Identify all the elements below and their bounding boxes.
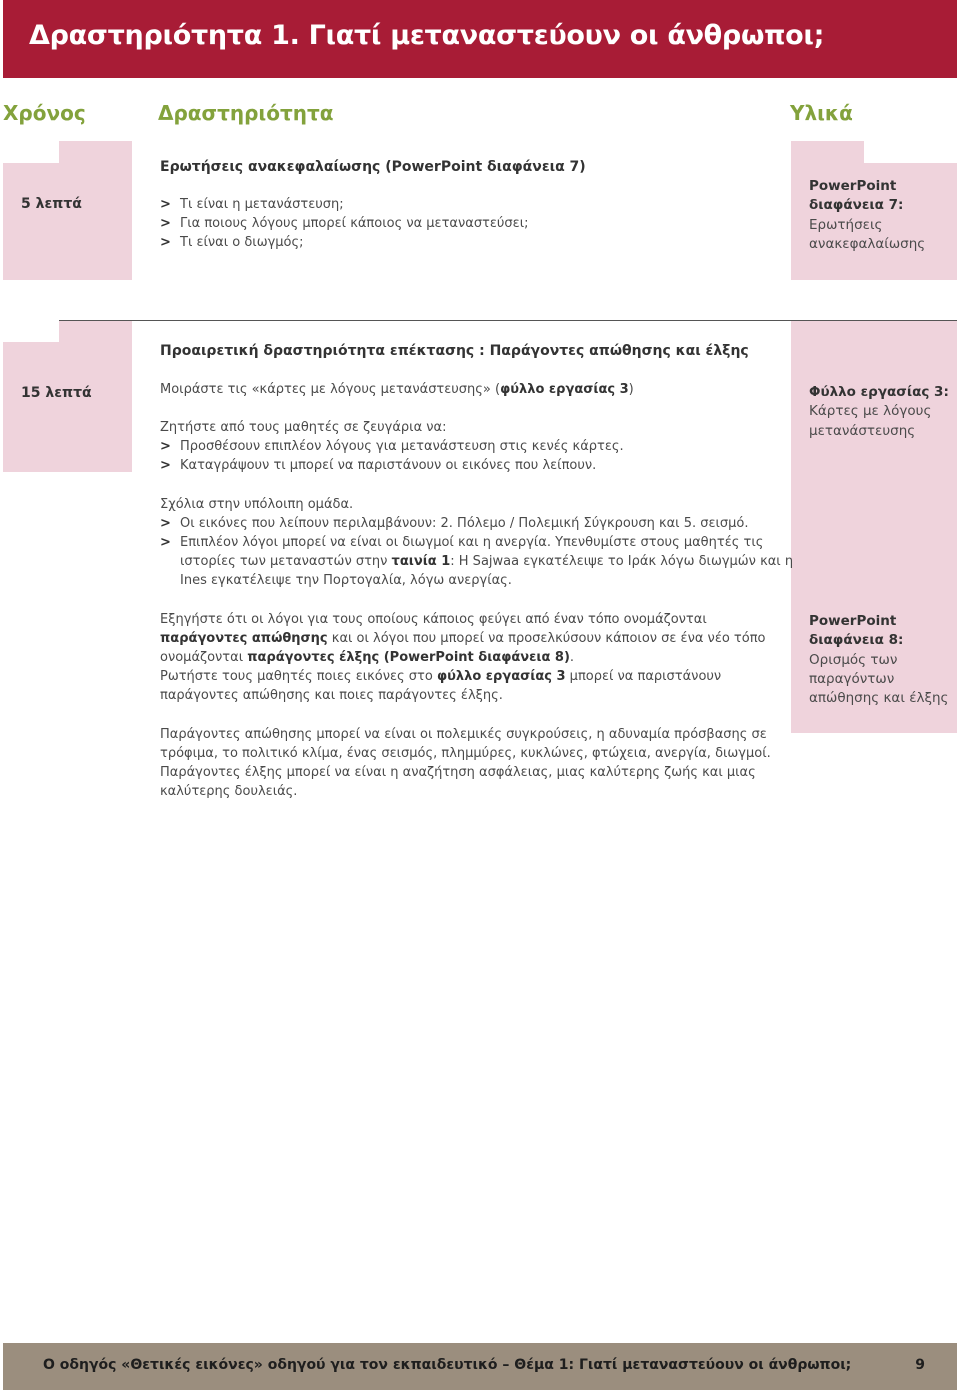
section1-heading: Ερωτήσεις ανακεφαλαίωσης (PowerPoint διαφάνεια 7) (160, 159, 586, 175)
material-text: απώθησης και έλξης (809, 690, 949, 707)
factors-line: καλύτερης δουλειάς. (160, 784, 298, 799)
material-title: διαφάνεια 7: (809, 197, 904, 214)
text-run: ) (628, 382, 634, 397)
section2-heading: Προαιρετική δραστηριότητα επέκτασης : Παράγοντες απώθησης και έλξης (160, 343, 749, 359)
page-title: Δραστηριότητα 1. Γιατί μεταναστεύουν οι άνθρωποι; (29, 20, 825, 51)
material-title: PowerPoint (809, 178, 897, 194)
bullet-marker: > (160, 535, 171, 550)
factors-line: τρόφιμα, το πολιτικό κλίμα, ένας σεισμός, πλημμύρες, κυκλώνες, φτώχεια, ανεργία, διωγμοί. (160, 746, 771, 761)
material-title: Φύλλο εργασίας 3: (809, 384, 949, 400)
list-item-text: Καταγράψουν τι μπορεί να παριστάνουν οι εικόνες που λείπουν. (180, 458, 597, 473)
pairs-intro: Ζητήστε από τους μαθητές σε ζευγάρια να: (160, 420, 447, 435)
material-panel-1-notch (864, 141, 957, 163)
column-header-time: Χρόνος (3, 101, 86, 125)
list-item-text: Τι είναι η μετανάστευση; (180, 197, 344, 212)
bullet-marker: > (160, 235, 171, 250)
material-title: PowerPoint (809, 613, 897, 629)
bullet-marker: > (160, 439, 171, 454)
column-header-activity: Δραστηριότητα (158, 101, 334, 125)
material-text: ανακεφαλαίωσης (809, 235, 926, 252)
page-footer (3, 1343, 957, 1390)
factors-line: Παράγοντες έλξης μπορεί να είναι η αναζήτηση ασφάλειας, μιας καλύτερης ζωής και μιας (160, 765, 756, 780)
bullet-marker: > (160, 197, 171, 212)
text-run: και οι λόγοι που μπορεί να προσελκύσουν κάποιον σε ένα νέο τόπο (327, 631, 766, 646)
section2-intro (160, 380, 634, 399)
list-item-text (180, 552, 793, 571)
list-item-text: Τι είναι ο διωγμός; (180, 235, 304, 250)
list-item-text: Ines εγκατέλειψε την Πορτογαλία, λόγω ανεργίας. (180, 573, 512, 588)
material-text: Ορισμός των (809, 651, 898, 668)
title-bar (3, 0, 957, 78)
explain-line (160, 648, 574, 667)
material-text: Ερωτήσεις (809, 216, 883, 233)
comments-intro: Σχόλια στην υπόλοιπη ομάδα. (160, 497, 354, 512)
section2-material-worksheet (809, 383, 949, 441)
column-header-materials: Υλικά (790, 101, 853, 125)
bold-run: ταινία 1 (391, 554, 451, 569)
list-item-text: Επιπλέον λόγοι μπορεί να είναι οι διωγμοί και η ανεργία. Υπενθυμίστε στους μαθητές τις (180, 535, 764, 550)
explain-line (160, 629, 766, 648)
section2-time: 15 λεπτά (21, 385, 92, 401)
bold-run: φύλλο εργασίας 3 (436, 669, 566, 684)
section2-material-powerpoint (809, 612, 949, 708)
material-text: Κάρτες με λόγους (809, 403, 932, 420)
time-panel-1-notch (3, 141, 59, 163)
list-item-text: Για ποιους λόγους μπορεί κάποιος να μεταναστεύσει; (180, 216, 529, 231)
text-run: Μοιράστε τις «κάρτες με λόγους μετανάστευσης» ( (160, 382, 501, 397)
bullet-marker: > (160, 216, 171, 231)
text-run: . (569, 650, 575, 665)
explain-line: παράγοντες απώθησης και ποιες παράγοντες έλξης. (160, 688, 503, 703)
explain-line: Εξηγήστε ότι οι λόγοι για τους οποίους κάποιος φεύγει από έναν τόπο ονομάζονται (160, 612, 707, 627)
factors-line: Παράγοντες απώθησης μπορεί να είναι οι πολεμικές συγκρούσεις, η αδυναμία πρόσβασης σε (160, 727, 767, 742)
list-item-text: Προσθέσουν επιπλέον λόγους για μετανάστευση στις κενές κάρτες. (180, 439, 624, 454)
bullet-marker: > (160, 516, 171, 531)
text-run: : Η Sajwaa εγκατέλειψε το Ιράκ λόγω διωγμών και η (450, 554, 794, 569)
section1-material (809, 177, 949, 254)
text-run: ιστορίες των μεταναστών στην (180, 554, 392, 569)
section-divider-overlay (59, 320, 957, 321)
footer-text: Ο οδηγός «Θετικές εικόνες» οδηγού για τον εκπαιδευτικό – Θέμα 1: Γιατί μεταναστεύουν οι άνθρωποι; (43, 1357, 852, 1373)
bold-run: φύλλο εργασίας 3 (500, 382, 629, 397)
explain-line (160, 667, 721, 686)
page-number: 9 (915, 1357, 925, 1373)
text-run: ονομάζονται (160, 650, 248, 665)
bold-run: παράγοντες έλξης (PowerPoint διαφάνεια 8) (247, 650, 570, 665)
material-text: μετανάστευσης (809, 422, 916, 439)
text-run: Ρωτήστε τους μαθητές ποιες εικόνες στο (160, 669, 437, 684)
section1-time: 5 λεπτά (21, 196, 82, 212)
bold-run: παράγοντες απώθησης (160, 631, 328, 646)
material-text: παραγόντων (809, 670, 895, 687)
material-title: διαφάνεια 8: (809, 632, 904, 649)
list-item-text: Οι εικόνες που λείπουν περιλαμβάνουν: 2. Πόλεμο / Πολεμική Σύγκρουση και 5. σεισμό. (180, 516, 749, 531)
text-run: μπορεί να παριστάνουν (565, 669, 722, 684)
time-panel-2-notch (3, 320, 59, 342)
bullet-marker: > (160, 458, 171, 473)
